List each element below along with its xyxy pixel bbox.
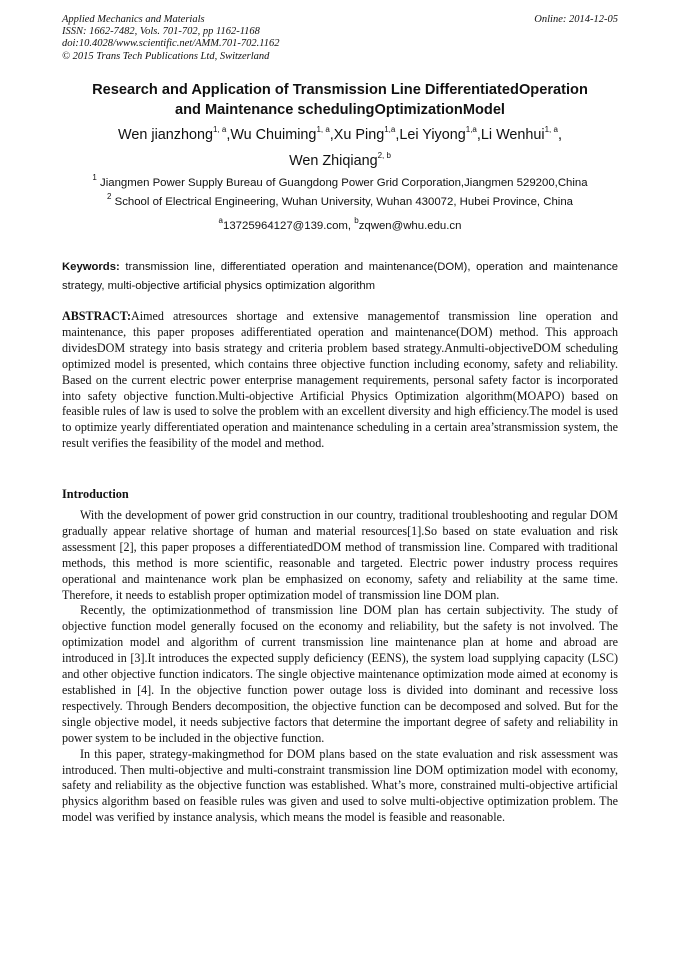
introduction-body (62, 508, 618, 826)
author: Wen jianzhong$^{1, a}$, (118, 125, 231, 143)
keywords-text: transmission line, differentiated operation and maintenance(DOM), operation and maintenance strategy, multi-objective artificial physics optimization algorithm (62, 261, 618, 292)
affiliation-2: $^2$ School of Electrical Engineering, Wuhan University, Wuhan 430072, Hubei Province, China (106, 192, 574, 208)
title-line-1: Research and Application of Transmission Line DifferentiatedOperation (92, 82, 588, 98)
author: Wen Zhiqiang$^{2, b}$ (289, 151, 391, 169)
issn-line: ISSN: 1662-7482, Vols. 701-702, pp 1162-1168 (62, 26, 260, 38)
doi-line: doi:10.4028/www.scientific.net/AMM.701-702.1162 (62, 38, 280, 50)
journal-name: Applied Mechanics and Materials (62, 14, 205, 25)
abstract-text: Aimed atresources shortage and extensive managementof transmission line operation and maintenance, this paper proposes adifferentiated operation and maintenance(DOM) method. This approach dividesDOM strategy into basis strategy and criteria problem based strategy.Anmulti-objectiveDOM scheduling optimized model is presented, which contains three objective function including economy, safety and reliability. Based on the current electric power enterprise management requirements, personal safety factor is incorporated into safety objective function.Multi-objective Artificial Physics Optimization algorithm(MOAPO) based on feasible rules of law is used to solve the problem with an excellent diversity and high efficiency.The model is used to optimize yearly differentiated operation and maintenance scheduling in a certain area’stransmission system, the result verifies the feasibility of the model and method. (62, 309, 618, 451)
email-a[interactable]: 13725964127@139.com, (222, 220, 355, 232)
keywords-label: Keywords: (62, 261, 120, 273)
affiliation-1: $^1$ Jiangmen Power Supply Bureau of Guangdong Power Grid Corporation,Jiangmen 529200,China (92, 173, 588, 189)
online-date: Online: 2014-12-05 (534, 14, 618, 25)
paper-title (62, 80, 618, 120)
email-b[interactable]: zqwen@whu.edu.cn (358, 220, 462, 232)
keywords (62, 258, 618, 295)
paragraph: With the development of power grid construction in our country, traditional troubleshooting and regular DOM gradually appear relative shortage of human and material resources[1].So based on state evaluation and risk assessment [2], this paper proposes a differentiatedDOM method of transmission line. Compared with traditional methods, this method is more scientific, reasonable and targeted. Electric power industry process requires operational and maintenance work plan be emphasized on economy, safety and reliability at the same time. Therefore, it needs to establish proper optimization model of transmission line DOM plan. (62, 508, 618, 602)
title-line-2: and Maintenance schedulingOptimizationModel (174, 102, 505, 118)
author-emails: $^a$13725964127@139.com, $^b$zqwen@whu.edu.cn (218, 216, 462, 232)
section-heading-introduction: Introduction (62, 487, 129, 501)
author: Lei Yiyong$^{1,a}$, (399, 125, 481, 143)
paragraph: In this paper, strategy-makingmethod for DOM plans based on the state evaluation and risk assessment was introduced. Then multi-objective and multi-constraint transmission line DOM optimization model with economy, safety and reliability as the objective function was established. What’s more, constrained multi-objective artificial physics algorithm based on feasible rules was given and used to solve multi-objective optimization problem. The model was verified by instance analysis, which means the model is feasible and reasonable. (62, 746, 618, 825)
author: Xu Ping$^{1,a}$, (333, 125, 400, 143)
copyright-line: © 2015 Trans Tech Publications Ltd, Switzerland (62, 50, 270, 62)
journal-header (62, 14, 618, 63)
author: Li Wenhui$^{1, a}$, (480, 125, 562, 143)
abstract-label: ABSTRACT: (62, 309, 131, 323)
author-list (62, 122, 618, 174)
paragraph: Recently, the optimizationmethod of transmission line DOM plan has certain subjectivity. The study of objective function model generally focused on the economy and reliability, but the safety is not involved. The optimization model and algorithm of current transmission line maintenance plan at home and abroad are introduced in [3].It introduces the expected supply deficiency (EENS), the system load supplying capacity (LSC) and other objective function indicators. The single objective maintenance optimization mode aimed at economy is established in [4]. In the objective function power outage loss is divided into dominant and recessive loss respectively. Through Benders decomposition, the objective function can be decomposed and solved. But for the single objective model, it needs subjective factors that determine the important degree of safety and reliability in power system to be included in the objective function. (62, 603, 618, 745)
abstract (62, 309, 618, 452)
author: Wu Chuiming$^{1, a}$, (230, 125, 334, 143)
